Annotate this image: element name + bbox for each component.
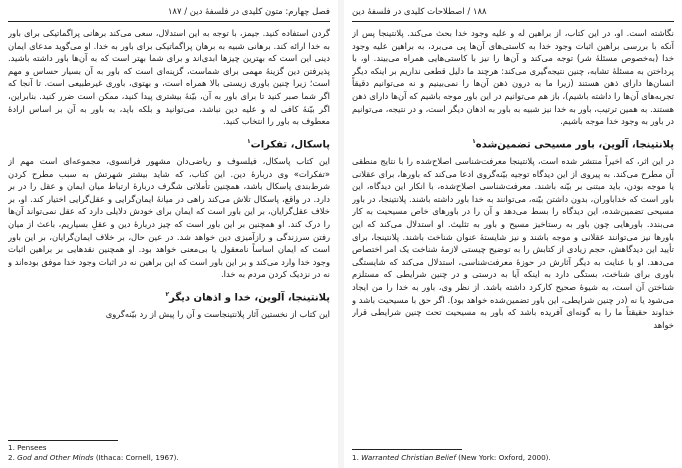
left-footnote-2-publication: (Ithaca: Cornell, 1967). (93, 453, 179, 462)
pascal-paragraph: این کتاب پاسکال، فیلسوف و ریاضی‌دان مشهور فرانسوی، مجموعه‌ای است مهم از «تفکرات» وی دربارهٔ دین. این کتاب، که شاید بیشتر شهرتش به سبب مطرح کردن شرط‌بندی پاسکال باشد، همچنین تأملاتی شگرف دربارهٔ ارتباط میان ایمان و عقل را در بر دارد. در واقع، پاسکال تلاش می‌کند راهی در میانهٔ ایمان‌گرایی و عقل‌گرایی اختیار کند. او، بر خلاف عقل‌گرایان، بر این باور است که ایمان برای خودش دلایلی دارد که عقل نمی‌تواند آن‌ها را درک کند. او همچنین بر این باور است که چیز دربارهٔ دین و عقلِ بسیاریم، باعث از میان رفتن سرزندگی و رازآمیزی دین خواهد شد. در عین حال، بر خلاف ایمان‌گرایان، بر این باور است که ایمان اساساً نامعقول یا بی‌معنی خواهد بود. او همچنین نقدهایی بر براهین اثبات وجود خدا وارد می‌کند و بر این باور است که این براهین نه در اثبات وجود خدا موفق بوده‌اند و نه در نزدیک کردن مردم به خدا. (8, 156, 330, 280)
right-page (352, 0, 674, 468)
left-footnote-2 (8, 453, 330, 463)
left-page-header (8, 5, 330, 21)
left-footnote-1: 1. Pensees (8, 443, 47, 452)
left-running-title: فصل چهارم: متون کلیدی در فلسفهٔ دین / ۱۸۷ (167, 7, 330, 17)
right-page-body (352, 27, 674, 331)
plantinga-god-paragraph: این کتاب از نخستین آثار پلانتینجاست و آن را پیش از رد بیّنه‌گروی (105, 309, 330, 320)
left-page (8, 0, 330, 468)
plantinga-warranted-heading-footnote-mark: ۱ (472, 137, 476, 145)
right-footnote-rule (352, 449, 462, 450)
plantinga-god-heading (8, 287, 330, 305)
right-header-rule (352, 21, 674, 22)
plantinga-god-heading-text: پلانتینجا، آلوین، خدا و اذهان دیگر (169, 292, 330, 304)
pascal-heading (8, 134, 330, 152)
right-intro-paragraph: نگاشته است. او، در این کتاب، از براهین له و علیه وجود خدا بحث می‌کند. پلانتینجا پس از آنکه با بررسی براهین اثبات وجود خدا به کاستی‌های آن‌ها پی می‌برد، به براهین علیه وجود خدا (به‌خصوص مسئلهٔ شر) توجه می‌کند و آن‌ها را نیز با کاستی‌هایی همراه می‌بیند. او، با پرداختن به مسئلهٔ تشابه، چنین نتیجه‌گیری می‌کند: هرچند ما دلیل قطعی نداریم بر اینکه دیگر انسان‌ها دارای ذهن هستند (زیرا ما به درون ذهن آن‌ها را نمی‌بینیم و نه می‌توانیم دقیقاً تجربه‌های آن‌ها را داشته باشیم)، باز هم می‌توانیم در این باور موجه باشیم که آن‌ها دارای ذهن هستند. به همین ترتیب، باور به خدا نیز شبیه به باور به اذهان دیگر است، و در نتیجه، می‌توانیم در باور به وجود خدا موجه باشیم. (352, 28, 674, 127)
right-footnote-1-title: Warranted Christian Belief (361, 453, 456, 462)
left-intro-paragraph: گردن استفاده کنید. جیمز، با توجه به این استدلال، سعی می‌کند برهانی پراگماتیکی برای باور به خدا ارائه کند. برهانی شبیه به برهان پراگماتیکی برای باور به خدا. او می‌گوید مدعای ایمان دینی این است که بهترین چیزها ابدی‌اند و برای شما بهتر است که به آن‌ها باور داشته باشید. پذیرفتن دین گزینهٔ مهمی برای شماست، گزینه‌ای است که باور به آن بسیار حساس و مهم است؛ زیرا چنین باوری زیستی بالا همراه است، و بهتوی، باوری غیرطبیعی است. تا آنجا که اگر شما صبر کنید تا برای باور به آن، بیّنهٔ بیشتری پیدا کنید، ممکن است ضرر کنید. بنابراین، اگر بیّنهٔ کافی له و علیه دین نباشد، می‌توانید و بلکه باید، به باور به آن بر اساس ارادهٔ معطوف به باور را انتخاب کنید. (8, 28, 330, 127)
right-footnote-1 (352, 453, 674, 463)
pascal-heading-footnote-mark: ۱ (246, 137, 251, 145)
right-footnotes (352, 453, 674, 463)
pascal-heading-text: پاسکال، تفکرات (250, 139, 330, 151)
left-footnote-rule (8, 440, 118, 441)
plantinga-god-heading-footnote-mark: ۲ (165, 291, 170, 299)
right-footnote-1-number: 1. (352, 453, 362, 462)
left-footnotes (8, 443, 330, 463)
plantinga-warranted-paragraph: در این اثر، که اخیراً منتشر شده است، پلانتینجا معرفت‌شناسی اصلاح‌شده را با نتایج منطقی آن مطرح می‌کند. به پیروی از این دیدگاه توجیه بیّنه‌گروی ادعا می‌کند که باورها، برای عقلانی یا موجه بودن، باید مبتنی بر بیّنه باشند. معرفت‌شناسی اصلاح‌شده، با انکار این دیدگاه، این باور است که خداباوران، بدون داشتن بیّنه، می‌توانند به خدا باور داشته باشند. پلانتینجا، در باور مسیحی تضمین‌شده، این دیدگاه را بسط می‌دهد و آن را در باورهای خاص مسیحیت به کار می‌بندد. باورهایی چون باور به رستاخیز مسیح و باور به تثلیث. او استدلال می‌کند که این باورها نیز می‌توانند عقلانی و موجه باشند و نیز شایستهٔ عنوان شناخت باشند. پلانتینجا، برای تأیید این دیدگاهش، حجم زیادی از کتابش را به توضیح چیستی لازمهٔ شناخت یک امر اختصاص می‌دهد. او با عنایت به دیگر آثارش در حوزهٔ معرفت‌شناسی، استدلال می‌کند که شایستگی باوری برای شناخت، بستگی دارد به اینکه آیا به درستی و در چنین شرایطی که مستلزم شناختن آن است، به شیوهٔ صحیح کارکرد داشته باشد. از نظر وی، باور به خدا را من ایجاد می‌شود یا نه (در چنین شرایطی، این باور تضمین‌شده خواهد بود). اگر حق با مسیحیت باشد و خداوند حقیقتاً ما را به گونه‌ای آفریده باشد که باور به مسیحیت تحت چنین شرایطی قرار خواهد (352, 156, 674, 330)
book-gutter (338, 0, 344, 468)
plantinga-warranted-heading-text: پلانتینجا، آلوین، باور مسیحی تضمین‌شده (475, 139, 674, 151)
right-running-title: ۱۸۸ / اصطلاحات کلیدی در فلسفهٔ دین (352, 7, 487, 17)
plantinga-warranted-heading (352, 134, 674, 152)
right-page-header (352, 5, 674, 21)
right-footnote-1-publication: (New York: Oxford, 2000). (455, 453, 551, 462)
left-header-rule (8, 21, 330, 22)
left-page-body (8, 27, 330, 321)
left-footnote-2-number: 2. (8, 453, 18, 462)
left-footnote-2-title: God and Other Minds (17, 453, 94, 462)
